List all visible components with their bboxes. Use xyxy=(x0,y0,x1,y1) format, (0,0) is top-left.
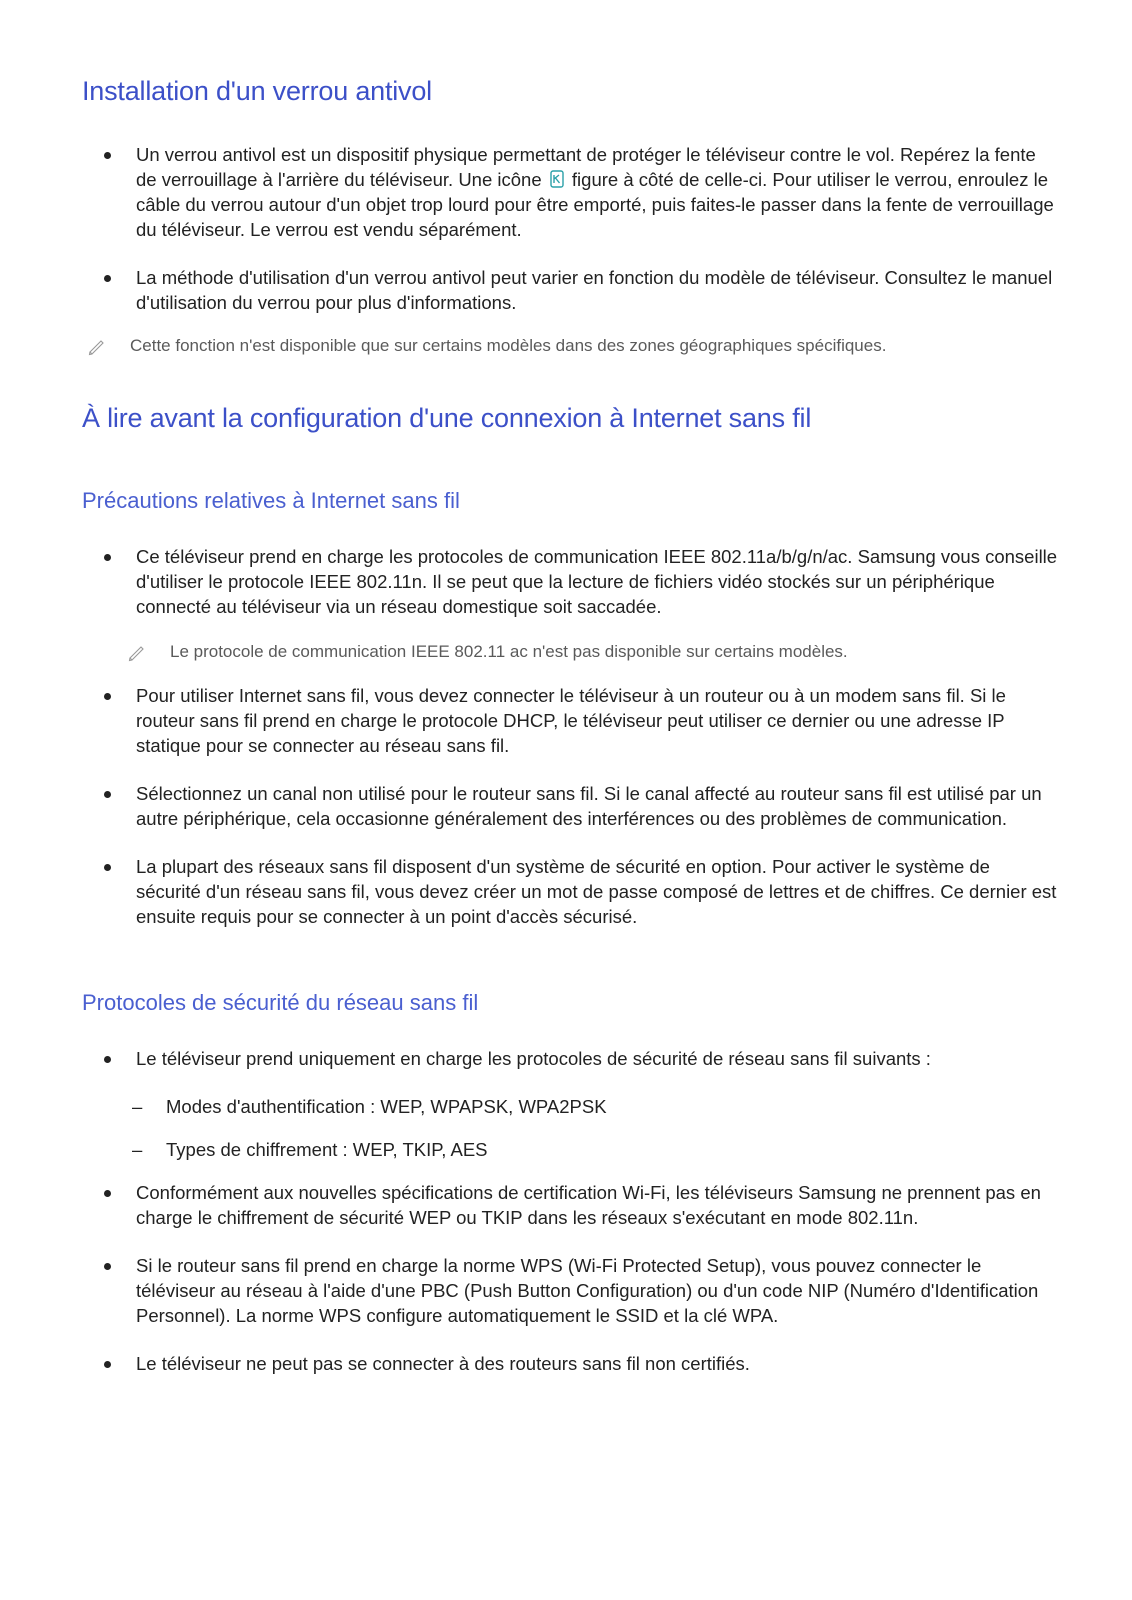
list-item xyxy=(98,1046,1058,1071)
bullet-text: Si le routeur sans fil prend en charge la norme WPS (Wi-Fi Protected Setup), vous pouvez connecter le téléviseur au réseau à l'aide d'une PBC (Push Button Configuration) ou d'un code NIP (Numéro d'Identification Personnel). La norme WPS configure automatiquement le SSID et la clé WPA. xyxy=(136,1255,1039,1326)
bullet-text-part2: figure à côté de celle-ci. Pour utiliser le verrou, enroulez le câble du verrou autour d'un objet trop lourd pour être emporté, puis faites-le passer dans la fente de verrouillage du téléviseur. Le verrou est vendu séparément. xyxy=(136,169,1054,240)
bullet-text: Ce téléviseur prend en charge les protocoles de communication IEEE 802.11a/b/g/n/ac. Samsung vous conseille d'utiliser le protocole IEEE 802.11n. Il se peut que la lecture de fichiers vidéo stockés sur un périphérique connecté au téléviseur via un réseau domestique soit saccadée. xyxy=(136,546,1058,617)
section-title-wireless: À lire avant la configuration d'une connexion à Internet sans fil xyxy=(82,403,812,433)
kensington-lock-icon xyxy=(550,170,564,188)
sub-list-text: Modes d'authentification : WEP, WPAPSK, WPA2PSK xyxy=(166,1096,607,1117)
bullet-list xyxy=(98,142,1058,315)
bullet-text: Pour utiliser Internet sans fil, vous devez connecter le téléviseur à un routeur ou à un modem sans fil. Si le routeur sans fil prend en charge le protocole DHCP, le téléviseur peut utiliser ce dernier ou une adresse IP statique pour se connecter au réseau sans fil. xyxy=(136,685,1006,756)
bullet-list xyxy=(98,1046,1058,1071)
note-text: Cette fonction n'est disponible que sur certains modèles dans des zones géographiques spécifiques. xyxy=(130,336,887,355)
section-title-antitheft-lock: Installation d'un verrou antivol xyxy=(82,76,432,106)
bullet-dot xyxy=(104,864,111,871)
dash-mark: – xyxy=(132,1096,143,1117)
bullet-text: Conformément aux nouvelles spécifications de certification Wi-Fi, les téléviseurs Samsung ne prennent pas en charge le chiffrement de sécurité WEP ou TKIP dans les réseaux s'exécutant en mode 802.11n. xyxy=(136,1182,1041,1228)
subsection-title-security-protocols: Protocoles de sécurité du réseau sans fil xyxy=(82,990,479,1015)
bullet-dot xyxy=(104,693,111,700)
subsection-title-precautions: Précautions relatives à Internet sans fil xyxy=(82,488,460,513)
list-item xyxy=(98,1351,1058,1376)
bullet-text-part1: Un verrou antivol est un dispositif physique permettant de protéger le téléviseur contre le vol. Repérez la fente de verrouillage à l'arrière du téléviseur. Une icône xyxy=(136,144,1036,190)
list-item xyxy=(98,544,1058,619)
bullet-dot xyxy=(104,791,111,798)
bullet-list xyxy=(98,544,1058,619)
list-item xyxy=(98,683,1058,758)
bullet-dot xyxy=(104,275,111,282)
list-item xyxy=(98,142,1058,242)
list-item xyxy=(98,781,1058,831)
bullet-text: Le téléviseur ne peut pas se connecter à des routeurs sans fil non certifiés. xyxy=(136,1353,750,1374)
pencil-note-icon xyxy=(86,335,108,357)
note xyxy=(126,640,1090,664)
note xyxy=(86,334,1090,358)
sub-list-item xyxy=(132,1094,607,1119)
pencil-note-icon xyxy=(126,641,148,663)
bullet-list xyxy=(98,1180,1058,1376)
bullet-dot xyxy=(104,1056,111,1063)
bullet-text: La plupart des réseaux sans fil disposent d'un système de sécurité en option. Pour activer le système de sécurité d'un réseau sans fil, vous devez créer un mot de passe composé de lettres et de chiffres. Ce dernier est ensuite requis pour se connecter à un point d'accès sécurisé. xyxy=(136,856,1057,927)
bullet-text: Sélectionnez un canal non utilisé pour le routeur sans fil. Si le canal affecté au routeur sans fil est utilisé par un autre périphérique, cela occasionne généralement des interférences ou des problèmes de communication. xyxy=(136,783,1042,829)
list-item xyxy=(98,265,1058,315)
bullet-dot xyxy=(104,1190,111,1197)
bullet-text: Le téléviseur prend uniquement en charge les protocoles de sécurité de réseau sans fil suivants : xyxy=(136,1048,931,1069)
bullet-list xyxy=(98,683,1058,929)
bullet-dot xyxy=(104,554,111,561)
bullet-dot xyxy=(104,1361,111,1368)
note-text: Le protocole de communication IEEE 802.11 ac n'est pas disponible sur certains modèles. xyxy=(170,642,848,661)
list-item xyxy=(98,1253,1058,1328)
bullet-dot xyxy=(104,1263,111,1270)
bullet-dot xyxy=(104,152,111,159)
list-item xyxy=(98,1180,1058,1230)
sub-list-item xyxy=(132,1137,488,1162)
dash-mark: – xyxy=(132,1139,143,1160)
bullet-text: La méthode d'utilisation d'un verrou antivol peut varier en fonction du modèle de téléviseur. Consultez le manuel d'utilisation du verrou pour plus d'informations. xyxy=(136,267,1053,313)
sub-list-text: Types de chiffrement : WEP, TKIP, AES xyxy=(166,1139,488,1160)
list-item xyxy=(98,854,1058,929)
